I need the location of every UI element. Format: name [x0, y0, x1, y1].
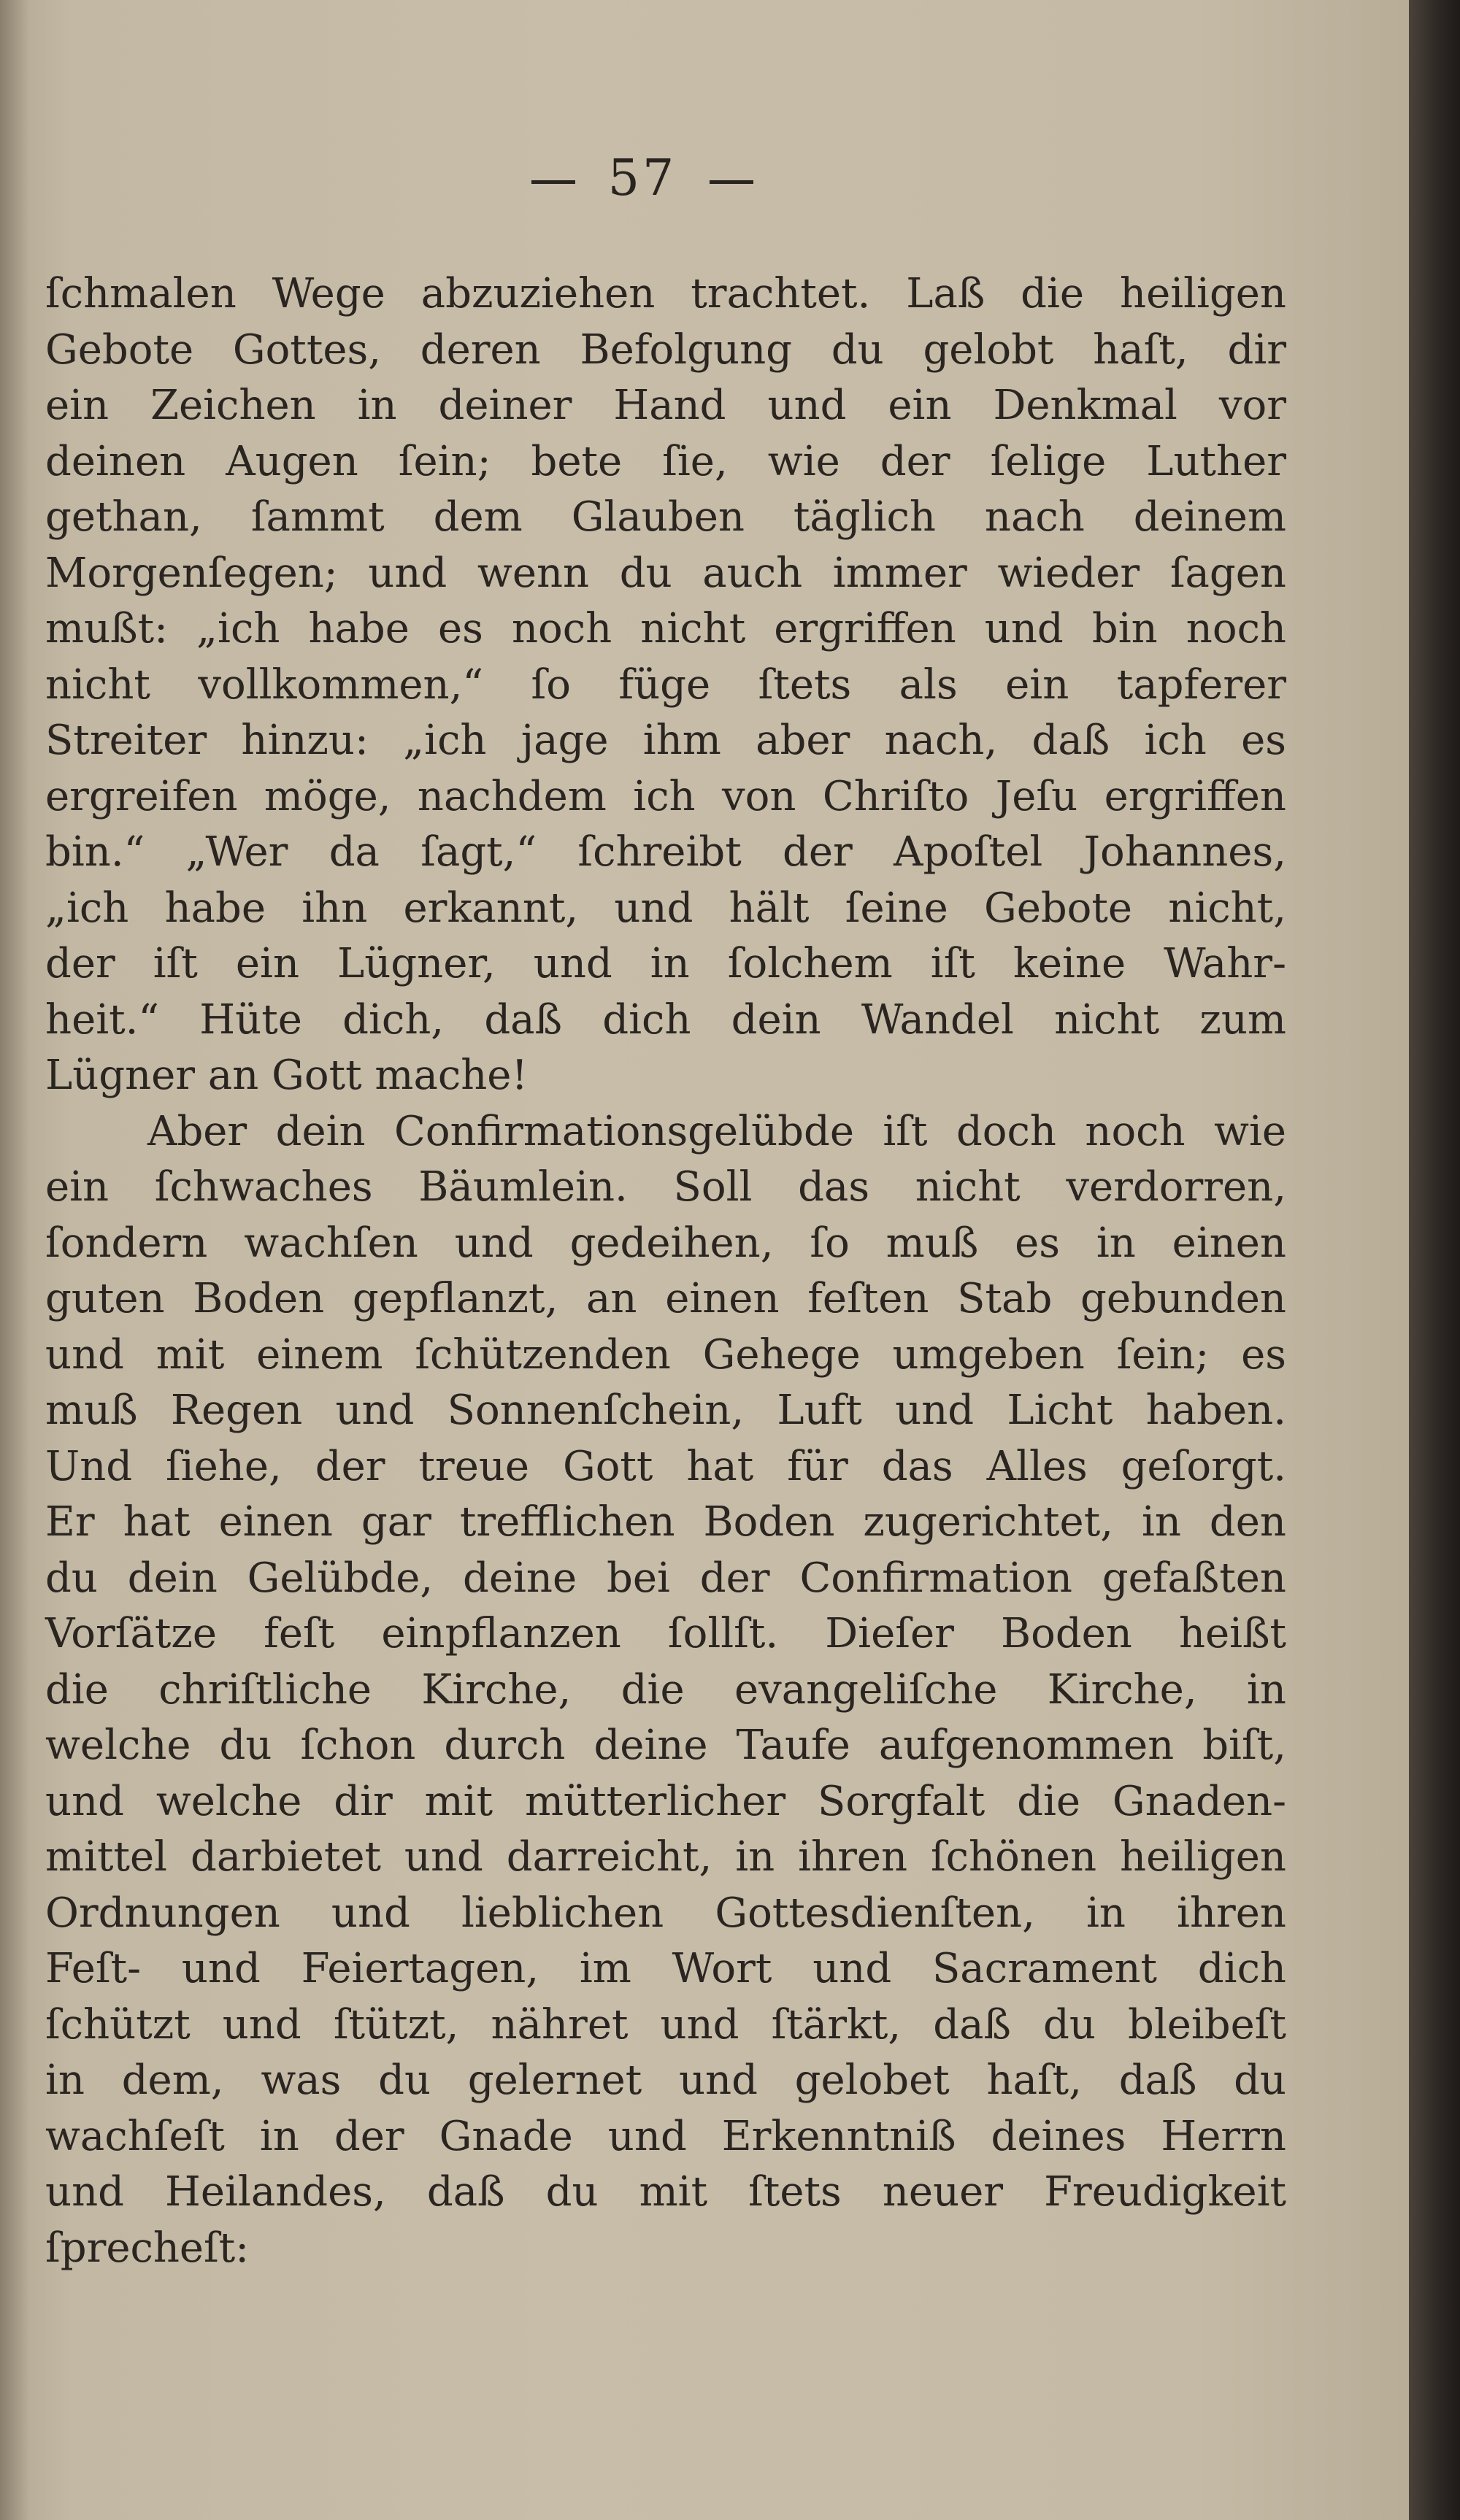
text-line: Und ſiehe, der treue Gott hat für das Alles geſorgt.	[45, 1442, 1286, 1490]
header-dash-left	[531, 180, 575, 184]
page-number: 57	[607, 150, 677, 207]
header-dash-right	[710, 180, 753, 184]
text-line: Gebote Gottes, deren Befolgung du gelobt haſt, dir	[45, 325, 1286, 374]
paragraph-start-line: Aber dein Confirmationsgelübde iſt doch noch wie	[147, 1107, 1286, 1155]
text-line: der iſt ein Lügner, und in ſolchem iſt keine Wahr-	[45, 940, 1286, 987]
text-line: ſchmalen Wege abzuziehen trachtet. Laß die heiligen	[45, 270, 1286, 317]
text-line: die chriſtliche Kirche, die evangeliſche Kirche, in	[45, 1665, 1286, 1714]
text-line: wachſeſt in der Gnade und Erkenntniß deines Herrn	[45, 2112, 1286, 2160]
text-line: guten Boden gepflanzt, an einen feſten Stab gebunden	[45, 1275, 1286, 1322]
text-line: gethan, ſammt dem Glauben täglich nach deinem	[45, 493, 1286, 541]
text-line: Er hat einen gar trefflichen Boden zugerichtet, in den	[45, 1498, 1286, 1546]
text-line: Vorſätze feſt einpflanzen ſollſt. Dieſer Boden heißt	[45, 1610, 1286, 1657]
body-text	[45, 266, 1286, 2276]
text-line: ergreifen möge, nachdem ich von Chriſto Jeſu ergriffen	[45, 772, 1286, 820]
text-line: Streiter hinzu: „ich jage ihm aber nach, daß ich es	[45, 717, 1286, 764]
text-line: und mit einem ſchützenden Gehege umgeben ſein; es	[45, 1330, 1286, 1379]
text-line: ein ſchwaches Bäumlein. Soll das nicht verdorren,	[45, 1163, 1286, 1211]
text-line: Feſt- und Feiertagen, im Wort und Sacrament dich	[45, 1945, 1286, 1992]
text-line: deinen Augen ſein; bete ſie, wie der ſelige Luther	[45, 437, 1286, 485]
text-line: du dein Gelübde, deine bei der Confirmation gefaßten	[45, 1554, 1286, 1602]
text-line: in dem, was du gelernet und gelobet haſt, daß du	[45, 2057, 1286, 2104]
text-line: ſchützt und ſtützt, nähret und ſtärkt, daß du bleibeſt	[45, 2000, 1286, 2049]
text-line: mußt: „ich habe es noch nicht ergriffen und bin noch	[45, 605, 1286, 652]
text-line: und welche dir mit mütterlicher Sorgfalt die Gnaden-	[45, 1777, 1286, 1825]
text-line: muß Regen und Sonnenſchein, Luft und Licht haben.	[45, 1387, 1286, 1434]
text-line: Ordnungen und lieblichen Gottesdienſten, in ihren	[45, 1889, 1286, 1937]
text-line: ein Zeichen in deiner Hand und ein Denkmal vor	[45, 382, 1286, 429]
book-edge	[1409, 0, 1460, 2520]
text-line: Morgenſegen; und wenn du auch immer wieder ſagen	[45, 549, 1286, 597]
gutter-shadow	[0, 0, 29, 2520]
text-line: heit.“ Hüte dich, daß dich dein Wandel nicht zum	[45, 995, 1286, 1044]
text-line: ſondern wachſen und gedeihen, ſo muß es in einen	[45, 1219, 1286, 1267]
text-line-final: ſprecheſt:	[45, 2224, 250, 2272]
text-line: und Heilandes, daß du mit ſtets neuer Freudigkeit	[45, 2168, 1286, 2216]
text-line: bin.“ „Wer da ſagt,“ ſchreibt der Apoſtel Johannes,	[45, 828, 1286, 876]
text-line: nicht vollkommen,“ ſo füge ſtets als ein tapferer	[45, 660, 1286, 709]
text-line: „ich habe ihn erkannt, und hält ſeine Gebote nicht,	[45, 884, 1286, 932]
text-line: welche du ſchon durch deine Taufe aufgenommen biſt,	[45, 1722, 1286, 1769]
paragraph-end-line: Lügner an Gott mache!	[45, 1052, 528, 1099]
text-line: mittel darbietet und darreicht, in ihren ſchönen heiligen	[45, 1833, 1286, 1881]
page-header	[0, 150, 1285, 207]
